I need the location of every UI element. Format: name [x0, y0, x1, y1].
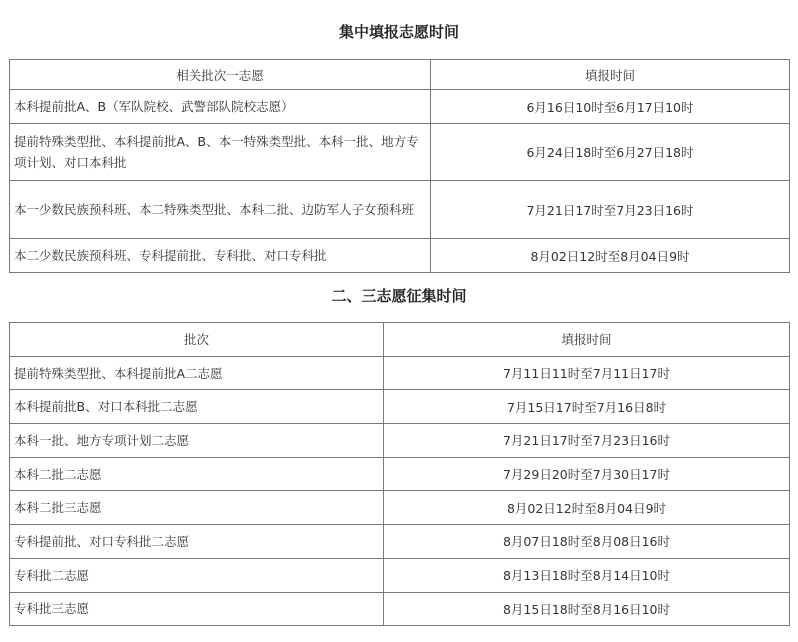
centralized-filling-table: [9, 59, 790, 273]
table-row: [10, 525, 790, 559]
batch-cell: 专科批三志愿: [10, 592, 384, 626]
section-title-second-third-solicitation: 二、三志愿征集时间: [331, 287, 467, 305]
time-cell: 7月21日17时至7月23日16时: [384, 424, 790, 458]
time-cell: 7月11日11时至7月11日17时: [384, 356, 790, 390]
column-header-filling-time: 填报时间: [431, 60, 790, 90]
time-cell: 8月02日12时至8月04日9时: [431, 239, 790, 273]
column-header-batch: 相关批次一志愿: [10, 60, 431, 90]
column-header-batch: 批次: [10, 323, 384, 357]
table-row: [10, 124, 790, 181]
column-header-filling-time: 填报时间: [384, 323, 790, 357]
time-cell: 8月07日18时至8月08日16时: [384, 525, 790, 559]
batch-cell: 本一少数民族预科班、本二特殊类型批、本科二批、边防军人子女预科班: [10, 181, 431, 239]
batch-cell: 专科提前批、对口专科批二志愿: [10, 525, 384, 559]
batch-cell: 本科一批、地方专项计划二志愿: [10, 424, 384, 458]
batch-cell: 本科二批二志愿: [10, 457, 384, 491]
solicitation-table: [9, 322, 790, 626]
table-row: [10, 424, 790, 458]
time-cell: 7月21日17时至7月23日16时: [431, 181, 790, 239]
batch-cell: 本科二批三志愿: [10, 491, 384, 525]
table-row: [10, 90, 790, 124]
table-row: [10, 558, 790, 592]
batch-cell: 专科批二志愿: [10, 558, 384, 592]
table-row: [10, 239, 790, 273]
batch-cell: 本二少数民族预科班、专科提前批、专科批、对口专科批: [10, 239, 431, 273]
batch-cell: 本科提前批A、B（军队院校、武警部队院校志愿）: [10, 90, 431, 124]
batch-cell: 本科提前批B、对口本科批二志愿: [10, 390, 384, 424]
batch-cell: 提前特殊类型批、本科提前批A二志愿: [10, 356, 384, 390]
table-row: [10, 390, 790, 424]
table-header-row: [10, 60, 790, 90]
time-cell: 7月15日17时至7月16日8时: [384, 390, 790, 424]
table-row: [10, 491, 790, 525]
time-cell: 6月16日10时至6月17日10时: [431, 90, 790, 124]
batch-cell: 提前特殊类型批、本科提前批A、B、本一特殊类型批、本科一批、地方专项计划、对口本科批: [10, 124, 431, 181]
table-row: [10, 457, 790, 491]
table-header-row: [10, 323, 790, 357]
time-cell: 8月15日18时至8月16日10时: [384, 592, 790, 626]
table-row: [10, 356, 790, 390]
time-cell: 7月29日20时至7月30日17时: [384, 457, 790, 491]
table-row: [10, 181, 790, 239]
time-cell: 8月13日18时至8月14日10时: [384, 558, 790, 592]
time-cell: 6月24日18时至6月27日18时: [431, 124, 790, 181]
time-cell: 8月02日12时至8月04日9时: [384, 491, 790, 525]
table-row: [10, 592, 790, 626]
section-title-centralized-filling: 集中填报志愿时间: [338, 23, 459, 41]
